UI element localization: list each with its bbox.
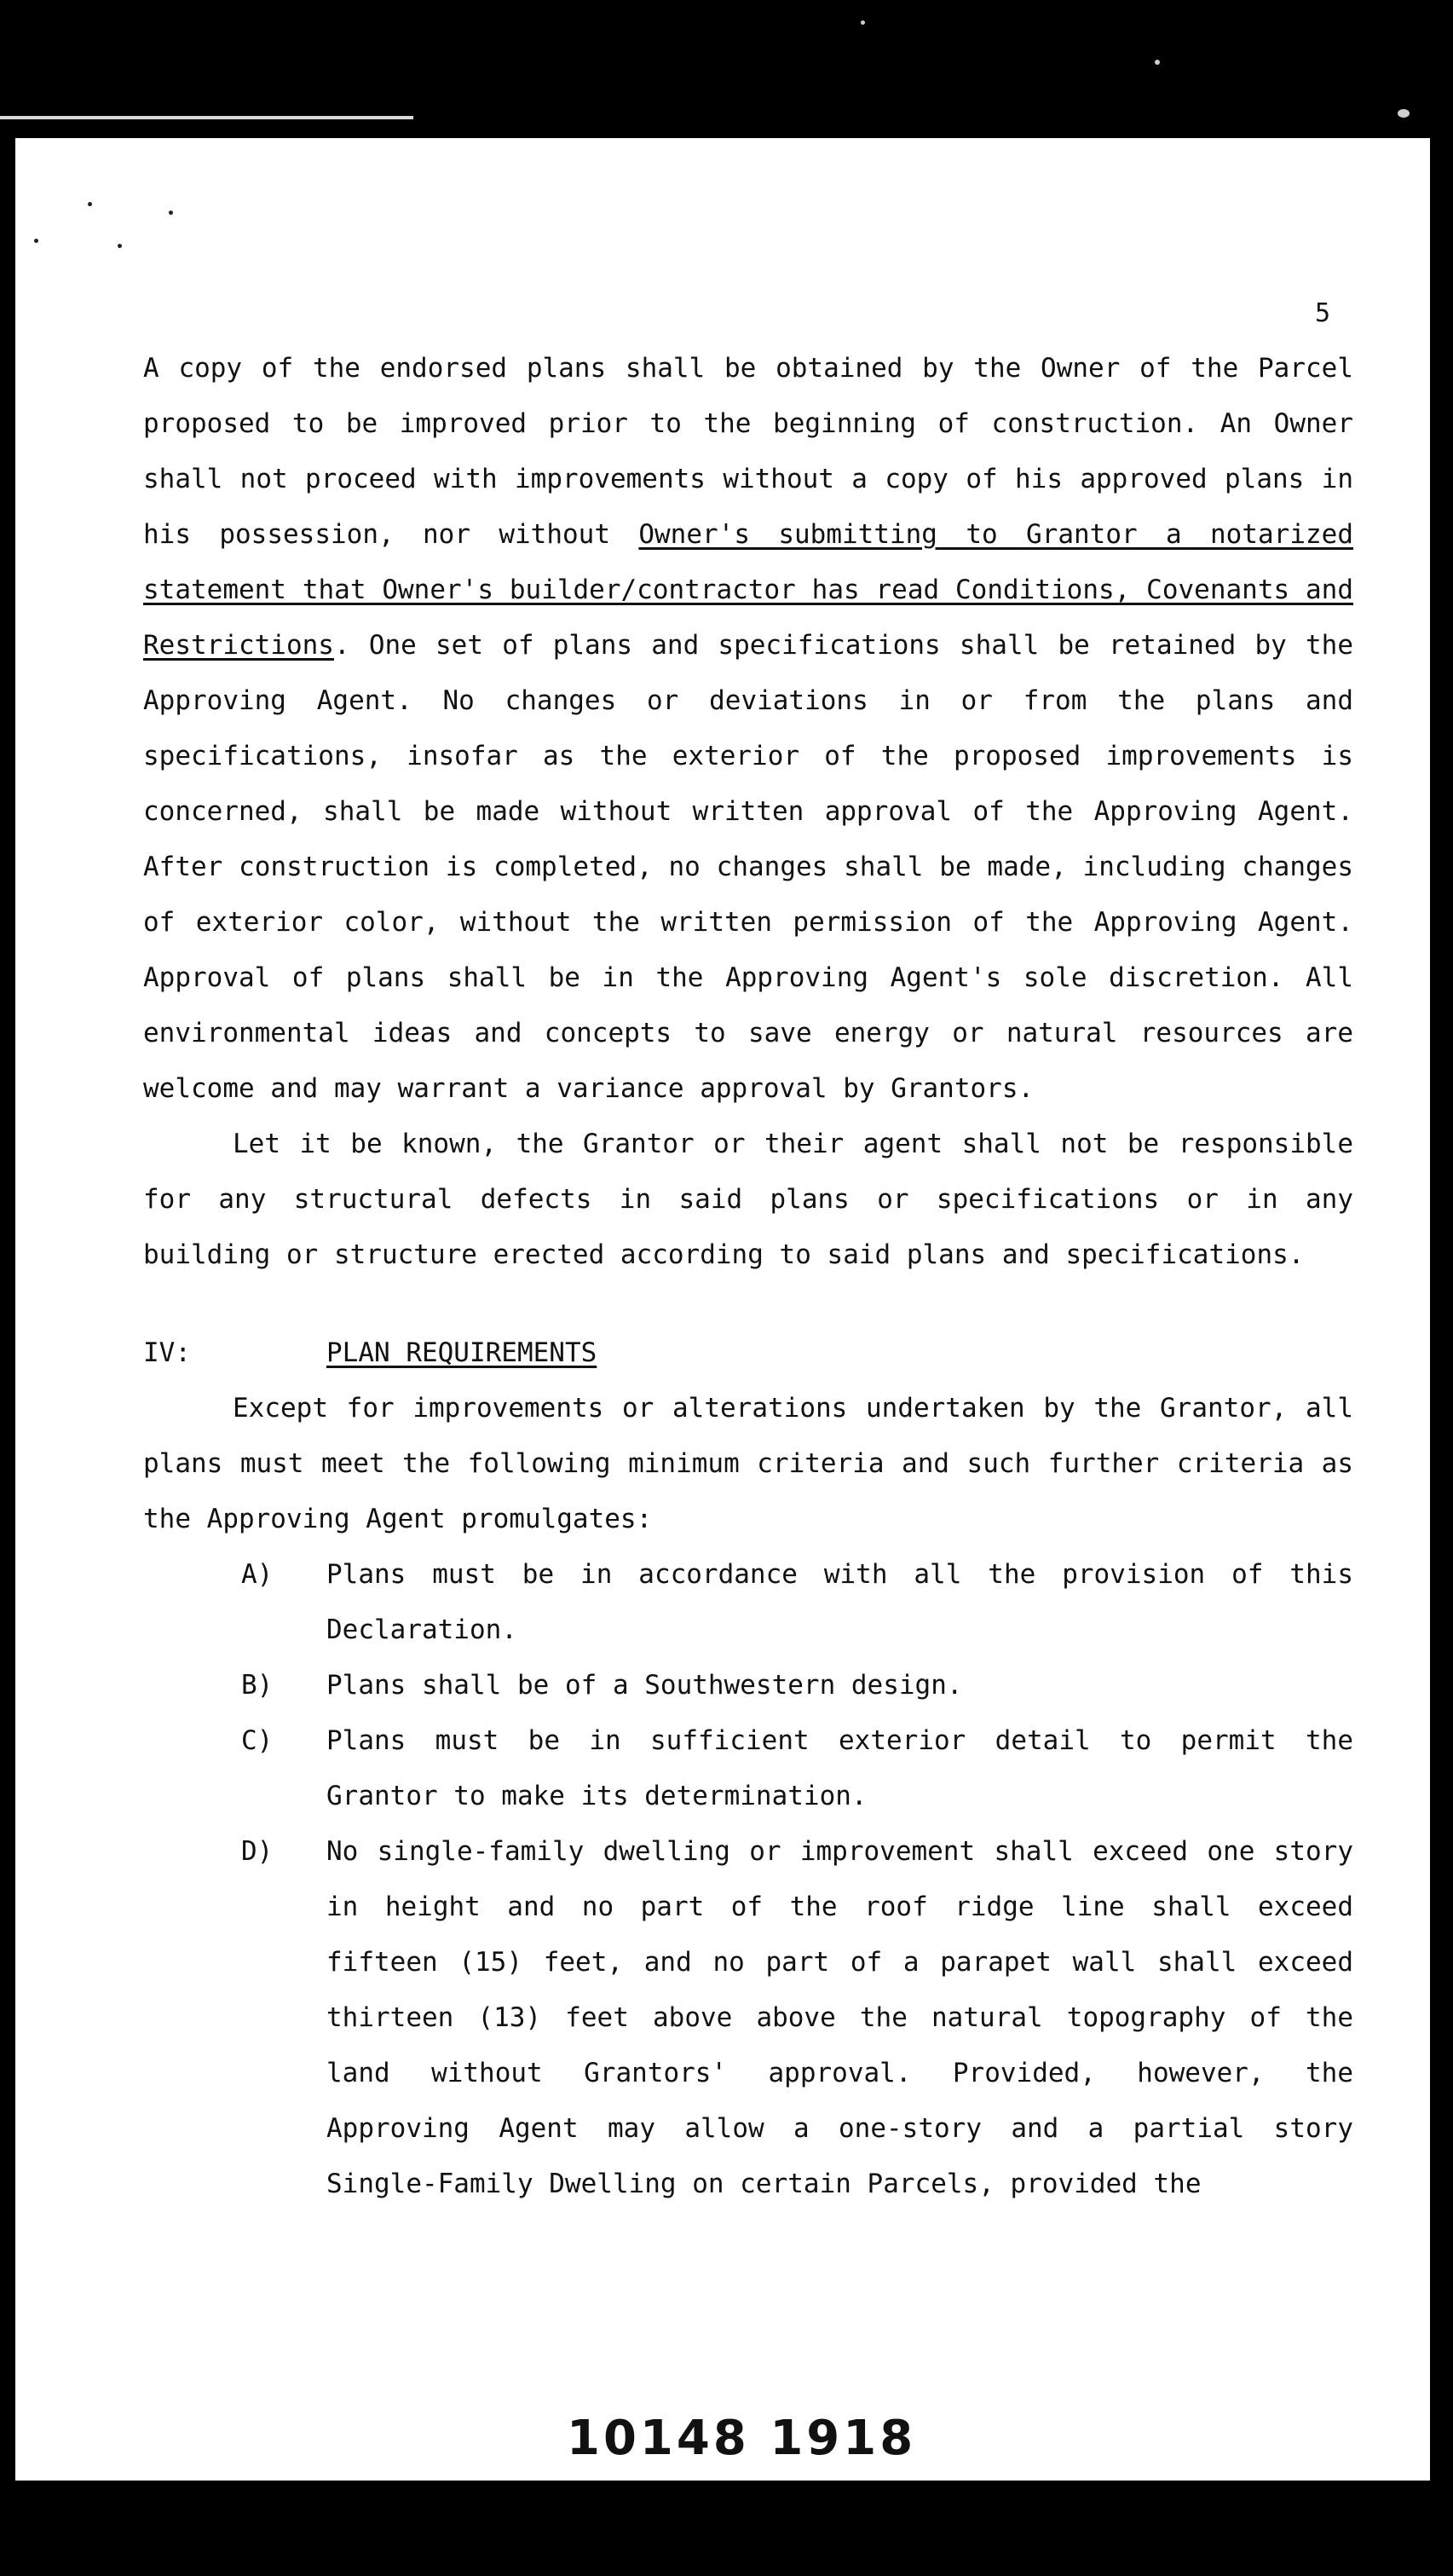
paragraph-endorsed-plans [143, 341, 1353, 1117]
document-stamp-number: 10148 1918 [567, 2411, 917, 2466]
paragraph-text: . One set of plans and specifications shall be retained by the Approving Agent. No changes or deviations in or from the plans and specifications, insofar as the exterior of the proposed improvements is concerned, shall be made without written approval of the Approving Agent. After construction is completed, no changes shall be made, including changes of exterior color, without the written permission of the Approving Agent. Approval of plans shall be in the Approving Agent's sole discretion. All environmental ideas and concepts to save energy or natural resources are welcome and may warrant a variance approval by Grantors. [143, 630, 1353, 1104]
paragraph-liability: Let it be known, the Grantor or their agent shall not be responsible for any structural defects in said plans or specifications or in any building or structure erected according to said plans and specifications. [143, 1129, 1353, 1270]
underlined-clause: Owner's submitting to Grantor a notarized statement that Owner's builder/contractor has read Conditions, Covenants and Restrictions [143, 519, 1353, 661]
scan-speck [1398, 109, 1410, 118]
scan-dot [118, 244, 122, 248]
paragraph-text: A copy of the endorsed plans shall be obtained by the Owner of the Parcel proposed to be improved prior to the beginning of construction. An Owner shall not proceed with improvements without a copy of his approved plans in his possession, nor without [143, 353, 1353, 550]
section-title: PLAN REQUIREMENTS [326, 1337, 597, 1368]
section-number: IV: [143, 1337, 191, 1368]
list-item-label: B) [241, 1670, 274, 1701]
page-number: 5 [1315, 298, 1331, 328]
list-item-text: Plans shall be of a Southwestern design. [326, 1670, 963, 1701]
scan-edge-line [0, 116, 413, 119]
list-item-text: Plans must be in accordance with all the provision of this Declaration. [326, 1559, 1353, 1645]
list-item [143, 1547, 1353, 1658]
list-item-text: No single-family dwelling or improvement shall exceed one story in height and no part of the roof ridge line shall exceed fifteen (15) feet, and no part of a parapet wall shall exceed thirteen (13) feet above above the natural topography of the land without Grantors' approval. Provided, however, the Approving Agent may allow a one-story and a partial story Single-Family Dwelling on certain Parcels, provided the [326, 1836, 1353, 2199]
document-page [15, 138, 1430, 2481]
document-body [143, 341, 1353, 2212]
requirements-list [143, 1547, 1353, 2212]
list-item [143, 1658, 1353, 1713]
list-item-label: D) [241, 1836, 274, 1867]
list-item [143, 1713, 1353, 1824]
section-intro: Except for improvements or alterations undertaken by the Grantor, all plans must meet the following minimum criteria and such further criteria as the Approving Agent promulgates: [143, 1393, 1353, 1534]
list-item-label: C) [241, 1725, 274, 1756]
scan-dot [88, 202, 92, 206]
scan-speck [1155, 60, 1160, 65]
list-item-text: Plans must be in sufficient exterior detail to permit the Grantor to make its determination. [326, 1725, 1353, 1811]
list-item [143, 1824, 1353, 2212]
scan-speck [861, 20, 865, 25]
scan-dot [34, 239, 38, 243]
list-item-label: A) [241, 1559, 274, 1590]
section-heading [143, 1326, 1353, 1381]
scan-dot [169, 211, 173, 215]
